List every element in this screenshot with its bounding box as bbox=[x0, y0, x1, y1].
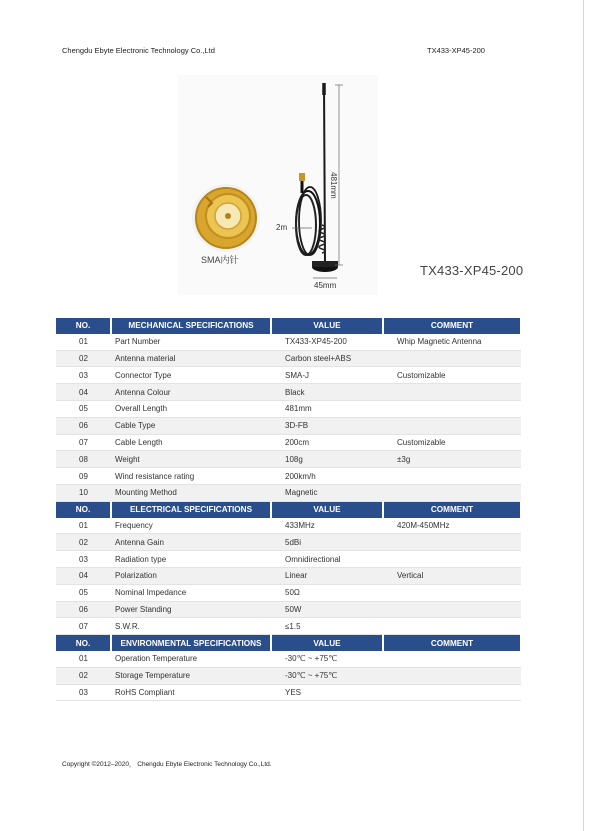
row-number: 10 bbox=[56, 484, 111, 501]
table-row bbox=[56, 434, 521, 451]
spec-value: ≤1.5 bbox=[271, 618, 383, 635]
spec-value: Linear bbox=[271, 567, 383, 584]
spec-value: 200km/h bbox=[271, 468, 383, 485]
spec-name: Connector Type bbox=[111, 367, 271, 384]
row-number: 01 bbox=[56, 518, 111, 534]
product-name: TX433-XP45-200 bbox=[420, 263, 524, 278]
spec-name: Cable Length bbox=[111, 434, 271, 451]
row-number: 04 bbox=[56, 384, 111, 401]
spec-name: Weight bbox=[111, 451, 271, 468]
spec-comment bbox=[383, 667, 521, 684]
table-row bbox=[56, 400, 521, 417]
spec-comment: Whip Magnetic Antenna bbox=[383, 334, 521, 350]
mechanical-header-cell: COMMENT bbox=[383, 318, 521, 334]
environmental-header-cell: NO. bbox=[56, 635, 111, 651]
spec-comment bbox=[383, 400, 521, 417]
header-company: Chengdu Ebyte Electronic Technology Co.,Ltd bbox=[62, 46, 215, 55]
table-row bbox=[56, 350, 521, 367]
spec-value: Magnetic bbox=[271, 484, 383, 501]
spec-value: 481mm bbox=[271, 400, 383, 417]
row-number: 06 bbox=[56, 601, 111, 618]
footer-copyright: Copyright ©2012–2020， Chengdu Ebyte Electronic Technology Co.,Ltd. bbox=[62, 761, 272, 768]
electrical-header-cell: COMMENT bbox=[383, 501, 521, 517]
spec-name: Antenna material bbox=[111, 350, 271, 367]
spec-value: 3D-FB bbox=[271, 417, 383, 434]
spec-name: RoHS Compliant bbox=[111, 684, 271, 701]
spec-name: Mounting Method bbox=[111, 484, 271, 501]
table-row bbox=[56, 417, 521, 434]
spec-comment: ±3g bbox=[383, 451, 521, 468]
table-row bbox=[56, 367, 521, 384]
table-row bbox=[56, 451, 521, 468]
spec-value: TX433-XP45-200 bbox=[271, 334, 383, 350]
row-number: 04 bbox=[56, 567, 111, 584]
row-number: 02 bbox=[56, 667, 111, 684]
header-model: TX433-XP45-200 bbox=[427, 46, 485, 55]
table-row bbox=[56, 551, 521, 568]
mechanical-header-cell: VALUE bbox=[271, 318, 383, 334]
mechanical-header-row bbox=[56, 318, 521, 334]
spec-name: Wind resistance rating bbox=[111, 468, 271, 485]
spec-comment bbox=[383, 384, 521, 401]
spec-comment bbox=[383, 684, 521, 701]
mechanical-header-cell: NO. bbox=[56, 318, 111, 334]
spec-name: Antenna Colour bbox=[111, 384, 271, 401]
row-number: 07 bbox=[56, 618, 111, 635]
environmental-header-cell: COMMENT bbox=[383, 635, 521, 651]
table-row bbox=[56, 567, 521, 584]
spec-value: 108g bbox=[271, 451, 383, 468]
spec-name: Radiation type bbox=[111, 551, 271, 568]
spec-name: Power Standing bbox=[111, 601, 271, 618]
table-row bbox=[56, 518, 521, 534]
spec-value: SMA-J bbox=[271, 367, 383, 384]
environmental-header-cell: VALUE bbox=[271, 635, 383, 651]
spec-comment bbox=[383, 350, 521, 367]
connector-label: SMA内针 bbox=[201, 255, 239, 265]
spec-name: Storage Temperature bbox=[111, 667, 271, 684]
spec-value: 50Ω bbox=[271, 584, 383, 601]
page-edge bbox=[583, 0, 584, 831]
spec-name: Part Number bbox=[111, 334, 271, 350]
spec-value: 5dBi bbox=[271, 534, 383, 551]
row-number: 05 bbox=[56, 400, 111, 417]
base-dimension-label: 45mm bbox=[314, 281, 337, 290]
spec-comment: Vertical bbox=[383, 567, 521, 584]
electrical-header-row bbox=[56, 501, 521, 517]
table-row bbox=[56, 601, 521, 618]
row-number: 07 bbox=[56, 434, 111, 451]
spec-name: Cable Type bbox=[111, 417, 271, 434]
table-row bbox=[56, 618, 521, 635]
spec-name: Overall Length bbox=[111, 400, 271, 417]
sma-connector-illustration bbox=[192, 184, 260, 252]
row-number: 09 bbox=[56, 468, 111, 485]
spec-name: Operation Temperature bbox=[111, 651, 271, 667]
row-number: 06 bbox=[56, 417, 111, 434]
height-dimension-label: 481mm bbox=[329, 172, 338, 199]
row-number: 03 bbox=[56, 551, 111, 568]
spec-value: Black bbox=[271, 384, 383, 401]
spec-table bbox=[56, 318, 522, 701]
cable-dimension-label: 2m bbox=[276, 223, 288, 232]
table-row bbox=[56, 334, 521, 350]
spec-value: Omnidirectional bbox=[271, 551, 383, 568]
row-number: 03 bbox=[56, 367, 111, 384]
row-number: 05 bbox=[56, 584, 111, 601]
spec-comment: Customizable bbox=[383, 367, 521, 384]
table-row bbox=[56, 651, 521, 667]
spec-comment bbox=[383, 468, 521, 485]
spec-name: Antenna Gain bbox=[111, 534, 271, 551]
spec-comment: 420M-450MHz bbox=[383, 518, 521, 534]
spec-value: -30℃ ~ +75℃ bbox=[271, 667, 383, 684]
spec-name: S.W.R. bbox=[111, 618, 271, 635]
spec-comment bbox=[383, 417, 521, 434]
table-row bbox=[56, 534, 521, 551]
spec-name: Polarization bbox=[111, 567, 271, 584]
spec-comment bbox=[383, 618, 521, 635]
row-number: 02 bbox=[56, 534, 111, 551]
table-row bbox=[56, 384, 521, 401]
row-number: 03 bbox=[56, 684, 111, 701]
environmental-header-cell: ENVIRONMENTAL SPECIFICATIONS bbox=[111, 635, 271, 651]
row-number: 01 bbox=[56, 651, 111, 667]
spec-name: Nominal Impedance bbox=[111, 584, 271, 601]
electrical-header-cell: NO. bbox=[56, 501, 111, 517]
electrical-header-cell: ELECTRICAL SPECIFICATIONS bbox=[111, 501, 271, 517]
table-row bbox=[56, 584, 521, 601]
spec-comment: Customizable bbox=[383, 434, 521, 451]
spec-comment bbox=[383, 534, 521, 551]
electrical-header-cell: VALUE bbox=[271, 501, 383, 517]
table-row bbox=[56, 468, 521, 485]
spec-value: 433MHz bbox=[271, 518, 383, 534]
mechanical-header-cell: MECHANICAL SPECIFICATIONS bbox=[111, 318, 271, 334]
spec-value: -30℃ ~ +75℃ bbox=[271, 651, 383, 667]
spec-comment bbox=[383, 601, 521, 618]
row-number: 08 bbox=[56, 451, 111, 468]
table-row bbox=[56, 684, 521, 701]
table-row bbox=[56, 667, 521, 684]
spec-value: YES bbox=[271, 684, 383, 701]
spec-comment bbox=[383, 484, 521, 501]
spec-value: Carbon steel+ABS bbox=[271, 350, 383, 367]
spec-value: 50W bbox=[271, 601, 383, 618]
table-row bbox=[56, 484, 521, 501]
environmental-header-row bbox=[56, 635, 521, 651]
row-number: 01 bbox=[56, 334, 111, 350]
spec-comment bbox=[383, 651, 521, 667]
row-number: 02 bbox=[56, 350, 111, 367]
spec-value: 200cm bbox=[271, 434, 383, 451]
spec-name: Frequency bbox=[111, 518, 271, 534]
spec-comment bbox=[383, 551, 521, 568]
spec-comment bbox=[383, 584, 521, 601]
